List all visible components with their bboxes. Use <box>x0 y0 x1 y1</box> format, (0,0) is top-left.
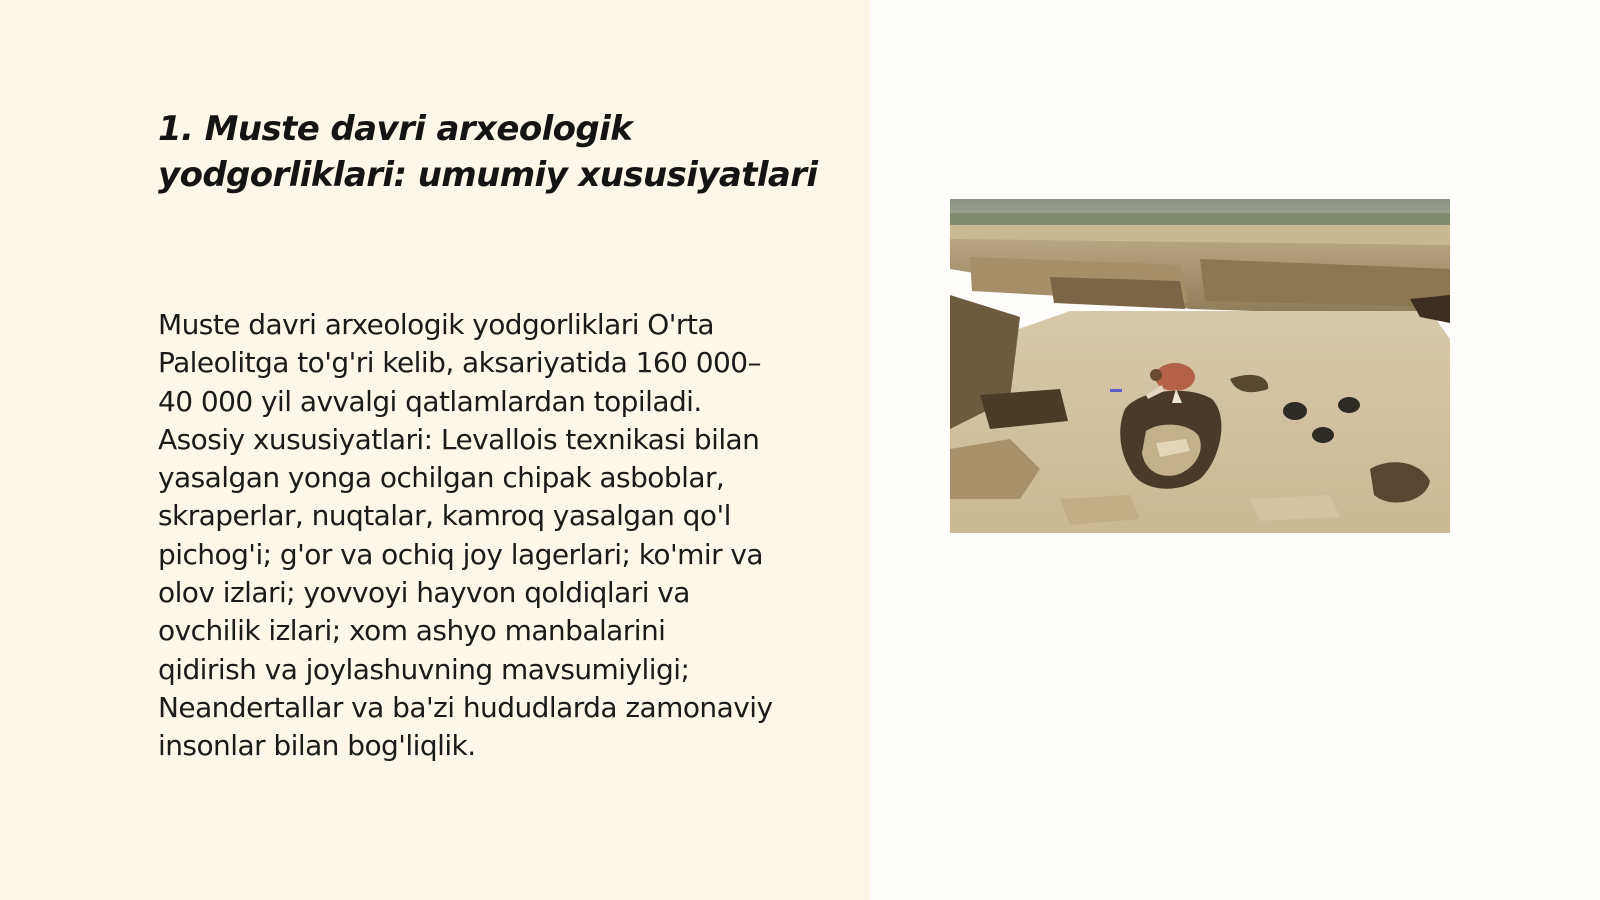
body-line: qidirish va joylashuvning mavsumiyligi; <box>158 652 690 686</box>
excavation-site-photo <box>950 199 1450 533</box>
excavation-photo-illustration <box>950 199 1450 533</box>
trowel-tool <box>1110 389 1122 392</box>
body-line: Paleolitga to'g'ri kelib, aksariyatida 160 000– <box>158 346 762 380</box>
distant-vegetation <box>950 213 1450 227</box>
body-line: pichog'i; g'or va ochiq joy lagerlari; ko'mir va <box>158 537 764 571</box>
body-line: olov izlari; yovvoyi hayvon qoldiqlari va <box>158 576 690 610</box>
slide-body-text <box>158 306 858 766</box>
body-line: Asosiy xususiyatlari: Levallois texnikasi bilan <box>158 422 760 456</box>
body-line: Muste davri arxeologik yodgorliklari O'rta <box>158 308 714 341</box>
slide-title <box>158 106 838 198</box>
slide-title-line: 1. Muste davri arxeologik <box>158 109 633 149</box>
soil-patch <box>1250 495 1340 521</box>
bucket <box>1338 397 1360 413</box>
bucket <box>1283 402 1307 420</box>
archaeologist-head <box>1150 369 1162 381</box>
body-line: yasalgan yonga ochilgan chipak asboblar, <box>158 461 725 495</box>
slide-title-line: yodgorliklari: umumiy xususiyatlari <box>158 155 818 195</box>
body-line: ovchilik izlari; xom ashyo manbalarini <box>158 614 666 648</box>
body-line: Neandertallar va ba'zi hududlarda zamonaviy <box>158 690 773 724</box>
bucket <box>1312 427 1334 443</box>
terrace-step <box>1050 277 1185 309</box>
body-line: insonlar bilan bog'liqlik. <box>158 729 476 763</box>
body-line: 40 000 yil avvalgi qatlamlardan topiladi. <box>158 384 702 418</box>
body-line: skraperlar, nuqtalar, kamroq yasalgan qo'l <box>158 499 731 533</box>
